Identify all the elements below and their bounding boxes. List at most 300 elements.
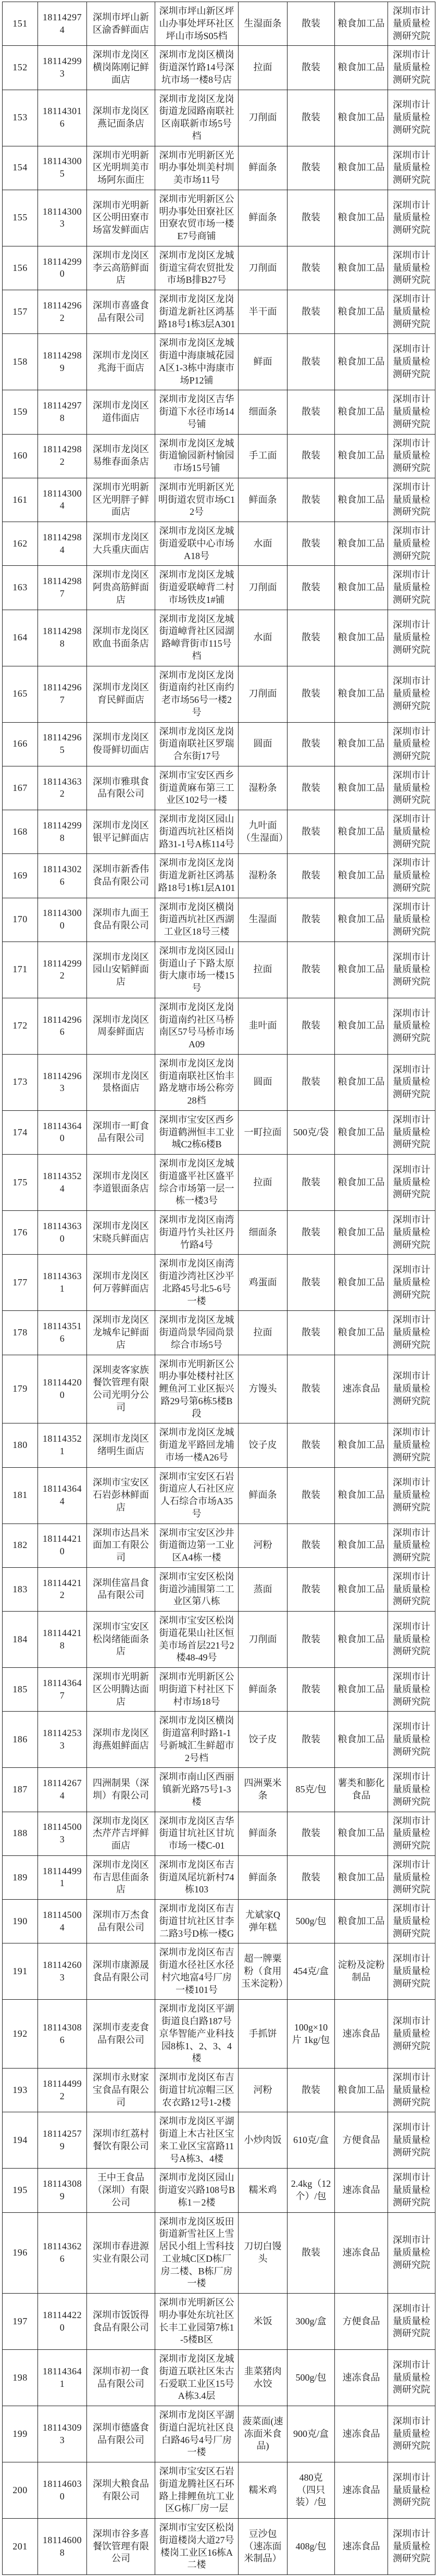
table-row (3, 2406, 435, 2462)
company-name-cell: 深圳市龙岗区龙城牟记鲜面店 (87, 1311, 155, 1355)
testing-agency-cell: 深圳市计量质量检测研究院 (388, 2112, 435, 2169)
package-spec-cell: 散装 (288, 1567, 335, 1611)
row-number-cell: 190 (3, 1900, 38, 1943)
food-category-cell: 粮食加工品 (335, 46, 388, 90)
product-name-cell: 米饭 (239, 2294, 288, 2350)
company-name-cell: 深圳市龙岗区绪明生面店 (87, 1423, 155, 1467)
sample-id-cell: 181142962 (38, 290, 87, 334)
sample-id-cell: 181142988 (38, 610, 87, 666)
product-name-cell: 鲜面条 (239, 1812, 288, 1855)
product-name-cell: 蒸面 (239, 1567, 288, 1611)
company-name-cell: 深圳市龙岗区大兵重庆面店 (87, 522, 155, 566)
company-address-cell: 深圳市宝安区沙井街道衙边第一工业区A4栋一楼 (155, 1524, 239, 1567)
row-number-cell: 165 (3, 666, 38, 722)
testing-agency-cell: 深圳市计量质量检测研究院 (388, 1668, 435, 1712)
product-name-cell: 湿粉条 (239, 854, 288, 898)
product-name-cell: 豆沙包（速冻面米制品） (239, 2519, 288, 2575)
row-number-cell: 153 (3, 90, 38, 146)
food-category-cell: 粮食加工品 (335, 1423, 388, 1467)
row-number-cell: 157 (3, 290, 38, 334)
company-name-cell: 深圳市万杰食品有限公司 (87, 1900, 155, 1943)
table-row (3, 1110, 435, 1154)
company-name-cell: 深圳麦客家族餐饮管理有限公司光明分公司 (87, 1355, 155, 1423)
table-row (3, 666, 435, 722)
package-spec-cell: 100g×10片 1kg/包 (288, 2000, 335, 2069)
food-category-cell: 粮食加工品 (335, 2069, 388, 2112)
testing-agency-cell: 深圳市计量质量检测研究院 (388, 1311, 435, 1355)
testing-agency-cell: 深圳市计量质量检测研究院 (388, 1467, 435, 1524)
table-row (3, 190, 435, 246)
company-name-cell: 深圳市龙岗区周泰鲜面店 (87, 998, 155, 1054)
company-name-cell: 深圳市龙岗区李道银面条店 (87, 1155, 155, 1211)
table-row (3, 1311, 435, 1355)
food-category-cell: 速冻食品 (335, 2462, 388, 2519)
testing-agency-cell: 深圳市计量质量检测研究院 (388, 2406, 435, 2462)
table-row (3, 766, 435, 810)
testing-agency-cell: 深圳市计量质量检测研究院 (388, 290, 435, 334)
company-name-cell: 深圳市一町食品有限公司 (87, 1110, 155, 1154)
testing-agency-cell: 深圳市计量质量检测研究院 (388, 998, 435, 1054)
company-name-cell: 深圳市龙岗区宋晓兵鲜面店 (87, 1211, 155, 1255)
food-category-cell: 淀粉及淀粉制品 (335, 1943, 388, 2000)
sample-id-cell: 181142579 (38, 2112, 87, 2169)
table-row (3, 2462, 435, 2519)
table-row (3, 1943, 435, 2000)
package-spec-cell: 散装 (288, 2212, 335, 2294)
testing-agency-cell: 深圳市计量质量检测研究院 (388, 2350, 435, 2406)
product-name-cell: 细面条 (239, 1211, 288, 1255)
company-name-cell: 深圳市初一食品有限公司 (87, 2350, 155, 2406)
table-row (3, 854, 435, 898)
company-address-cell: 深圳市龙岗区布吉街道甘坑凉帽三区农衣路12号1-2楼 (155, 2069, 239, 2112)
product-name-cell: 韭叶面 (239, 998, 288, 1054)
sample-id-cell: 181142966 (38, 998, 87, 1054)
package-spec-cell: 散装 (288, 146, 335, 190)
product-name-cell: 糯米鸡 (239, 2462, 288, 2519)
company-address-cell: 深圳市龙岗区龙城街道盛平社区盛平综合市场第一层一栋一楼3号 (155, 1155, 239, 1211)
testing-agency-cell: 深圳市计量质量检测研究院 (388, 246, 435, 290)
company-address-cell: 深圳市龙岗区横岗街道西坑社区西湖工业区18号三楼 (155, 898, 239, 942)
sample-id-cell: 181143016 (38, 90, 87, 146)
package-spec-cell: 散装 (288, 478, 335, 522)
row-number-cell: 199 (3, 2406, 38, 2462)
sample-id-cell: 181143640 (38, 1110, 87, 1154)
sample-id-cell: 181143644 (38, 1467, 87, 1524)
product-name-cell: 拉面 (239, 942, 288, 998)
table-row (3, 1668, 435, 1712)
table-row (3, 478, 435, 522)
company-name-cell: 深圳市龙岗区景格面店 (87, 1054, 155, 1110)
food-category-cell: 粮食加工品 (335, 1668, 388, 1712)
table-row (3, 998, 435, 1054)
table-row (3, 810, 435, 854)
sample-id-cell: 181144991 (38, 1855, 87, 1899)
table-row (3, 2, 435, 46)
product-name-cell: 手抓饼 (239, 2000, 288, 2069)
company-address-cell: 深圳市坪山新区坪山办事处坪环社区坪山市场S05档 (155, 2, 239, 46)
row-number-cell: 175 (3, 1155, 38, 1211)
row-number-cell: 178 (3, 1311, 38, 1355)
company-address-cell: 深圳市龙岗区龙城街道爱联嶂背二村市场铁皮1#铺 (155, 566, 239, 610)
sample-id-cell: 181142993 (38, 46, 87, 90)
company-address-cell: 深圳市光明新区光明街道农贸市场C12号 (155, 478, 239, 522)
package-spec-cell: 散装 (288, 1712, 335, 1768)
table-row (3, 942, 435, 998)
company-name-cell: 深圳佳富昌食品有限公司 (87, 1567, 155, 1611)
package-spec-cell: 散装 (288, 522, 335, 566)
package-spec-cell: 408g/包 (288, 2519, 335, 2575)
company-address-cell: 深圳市宝安区西乡街道黄麻布第三工业区102号一楼 (155, 766, 239, 810)
product-name-cell: 饺子皮 (239, 1423, 288, 1467)
package-spec-cell: 散装 (288, 1255, 335, 1311)
product-name-cell: 鲜面条 (239, 1855, 288, 1899)
product-name-cell: 九叶面（生湿面） (239, 810, 288, 854)
table-row (3, 2294, 435, 2350)
product-name-cell: 四洲粟米条 (239, 1768, 288, 1812)
sample-id-cell: 181143630 (38, 1211, 87, 1255)
sample-id-cell: 181143521 (38, 1423, 87, 1467)
package-spec-cell: 散装 (288, 1423, 335, 1467)
company-name-cell: 深圳市龙岗区阿贵高筋鲜面店 (87, 566, 155, 610)
company-address-cell: 深圳市南山区西丽镇新光路75号1-3楼 (155, 1768, 239, 1812)
sample-id-cell: 181144200 (38, 1355, 87, 1423)
food-category-cell: 速冻食品 (335, 2000, 388, 2069)
company-address-cell: 深圳市光明新区公明办事处楼村社区鲤鱼河工业区振兴路29号第6栋5楼B段 (155, 1355, 239, 1423)
product-name-cell: 拉面 (239, 1155, 288, 1211)
row-number-cell: 201 (3, 2519, 38, 2575)
table-row (3, 334, 435, 390)
package-spec-cell: 散装 (288, 566, 335, 610)
food-category-cell: 速冻食品 (335, 2212, 388, 2294)
package-spec-cell: 454克/盒 (288, 1943, 335, 2000)
table-row (3, 2212, 435, 2294)
package-spec-cell: 散装 (288, 1812, 335, 1855)
company-name-cell: 深圳市龙岗区李云高筋鲜面店 (87, 246, 155, 290)
testing-agency-cell: 深圳市计量质量检测研究院 (388, 810, 435, 854)
product-name-cell: 尤斌家Q弹年糕 (239, 1900, 288, 1943)
table-row (3, 1155, 435, 1211)
sample-id-cell: 181145004 (38, 1900, 87, 1943)
sample-id-cell: 181143093 (38, 2406, 87, 2462)
product-name-cell: 圆面 (239, 1054, 288, 1110)
package-spec-cell: 散装 (288, 1211, 335, 1255)
company-address-cell: 深圳市龙岗区龙岗街道龙园路南联社区南联新市场5号档 (155, 90, 239, 146)
company-name-cell: 深圳市龙岗区海燕姐鲜面店 (87, 1712, 155, 1768)
product-name-cell: 手工面 (239, 434, 288, 478)
company-name-cell: 深圳市春进源实业有限公司 (87, 2212, 155, 2294)
company-address-cell: 深圳市龙岗区南湾街道沙湾社区沙平北路45号北5-6号一楼 (155, 1255, 239, 1311)
product-name-cell: 刀削面 (239, 566, 288, 610)
row-number-cell: 185 (3, 1668, 38, 1712)
package-spec-cell: 散装 (288, 854, 335, 898)
testing-agency-cell: 深圳市计量质量检测研究院 (388, 942, 435, 998)
product-name-cell: 方馒头 (239, 1355, 288, 1423)
company-address-cell: 深圳市光明新区公明办事处田寮社区田寮农贸市场一楼E7号商铺 (155, 190, 239, 246)
package-spec-cell: 散装 (288, 2069, 335, 2112)
company-name-cell: 深圳市龙岗区银平记鲜面店 (87, 810, 155, 854)
company-name-cell: 深圳市龙岗区园山安韬鲜面店 (87, 942, 155, 998)
food-category-cell: 速冻食品 (335, 1355, 388, 1423)
table-row (3, 290, 435, 334)
company-name-cell: 深圳市光明新区公明腾达面店 (87, 1668, 155, 1712)
sample-id-cell: 181144212 (38, 1567, 87, 1611)
table-row (3, 1255, 435, 1311)
sample-id-cell: 181143631 (38, 1255, 87, 1311)
company-name-cell: 深圳市龙岗区布吉思佳面条店 (87, 1855, 155, 1899)
testing-agency-cell: 深圳市计量质量检测研究院 (388, 2212, 435, 2294)
company-name-cell: 深圳市光明新区公明田寮市场富发鲜面店 (87, 190, 155, 246)
product-name-cell: 河粉 (239, 1524, 288, 1567)
row-number-cell: 167 (3, 766, 38, 810)
sample-id-cell: 181144992 (38, 2069, 87, 2112)
testing-agency-cell: 深圳市计量质量检测研究院 (388, 390, 435, 434)
sample-id-cell: 181143647 (38, 1668, 87, 1712)
table-row (3, 722, 435, 766)
testing-agency-cell: 深圳市计量质量检测研究院 (388, 1211, 435, 1255)
company-address-cell: 深圳市龙岗区龙岗街道南约社区南约老市场56号一楼2号 (155, 666, 239, 722)
sample-id-cell: 181143005 (38, 146, 87, 190)
company-address-cell: 深圳市龙岗区坂田街道新雪社区上雪居民小组上雪科技工业城C区D栋厂房二楼、B栋厂房一楼 (155, 2212, 239, 2294)
testing-agency-cell: 深圳市计量质量检测研究院 (388, 1855, 435, 1899)
row-number-cell: 189 (3, 1855, 38, 1899)
food-category-cell: 粮食加工品 (335, 854, 388, 898)
product-name-cell: 河粉 (239, 2069, 288, 2112)
company-address-cell: 深圳市龙岗区吉华街道下水径市场14号铺 (155, 390, 239, 434)
food-sampling-table (2, 2, 435, 2575)
row-number-cell: 173 (3, 1054, 38, 1110)
company-name-cell: 深圳市饭饭得食品有限公司 (87, 2294, 155, 2350)
food-category-cell: 粮食加工品 (335, 1812, 388, 1855)
table-row (3, 1812, 435, 1855)
food-category-cell: 粮食加工品 (335, 1855, 388, 1899)
company-name-cell: 深圳市宝安区石岩彭林鲜面店 (87, 1467, 155, 1524)
sample-id-cell: 181142989 (38, 334, 87, 390)
package-spec-cell: 2.4kg（12个）/包 (288, 2169, 335, 2212)
sample-id-cell: 181143524 (38, 1155, 87, 1211)
sample-id-cell: 181143632 (38, 766, 87, 810)
row-number-cell: 156 (3, 246, 38, 290)
food-category-cell: 粮食加工品 (335, 1524, 388, 1567)
table-row (3, 610, 435, 666)
package-spec-cell: 500g/包 (288, 2350, 335, 2406)
food-category-cell: 粮食加工品 (335, 334, 388, 390)
company-name-cell: 深圳市德盛食品有限公司 (87, 2406, 155, 2462)
product-name-cell: 细面条 (239, 390, 288, 434)
package-spec-cell: 500克/袋 (288, 1110, 335, 1154)
package-spec-cell: 散装 (288, 1311, 335, 1355)
company-address-cell: 深圳市龙岗区园山街道安兴路108号B栋1－2楼 (155, 2169, 239, 2212)
package-spec-cell: 散装 (288, 610, 335, 666)
company-name-cell: 深圳市永财家宝食品有限公司 (87, 2069, 155, 2112)
food-category-cell: 粮食加工品 (335, 1467, 388, 1524)
table-row (3, 1524, 435, 1567)
sample-id-cell: 181142987 (38, 566, 87, 610)
company-name-cell: 深圳市麦麦食品有限公司 (87, 2000, 155, 2069)
package-spec-cell: 散装 (288, 722, 335, 766)
table-row (3, 2000, 435, 2069)
testing-agency-cell: 深圳市计量质量检测研究院 (388, 898, 435, 942)
company-address-cell: 深圳市光明新区公明办事处东坑社区长丰工业园第7栋1-5楼B区 (155, 2294, 239, 2350)
company-name-cell: 深圳市龙岗区道伟面店 (87, 390, 155, 434)
package-spec-cell: 散装 (288, 2, 335, 46)
table-row (3, 1855, 435, 1899)
company-name-cell: 深圳市龙岗区欧血书面条店 (87, 610, 155, 666)
table-row (3, 2519, 435, 2575)
company-name-cell: 深圳市龙岗区横岗陈刚记鲜面店 (87, 46, 155, 90)
sample-id-cell: 181142674 (38, 1768, 87, 1812)
food-category-cell: 粮食加工品 (335, 434, 388, 478)
food-category-cell: 粮食加工品 (335, 1612, 388, 1668)
company-address-cell: 深圳市龙岗区龙岗街道南约社区马桥南区57号马桥市场A09 (155, 998, 239, 1054)
row-number-cell: 182 (3, 1524, 38, 1567)
product-name-cell: 超一牌粟粉（食用玉米淀粉） (239, 1943, 288, 2000)
package-spec-cell: 900克/盒 (288, 2406, 335, 2462)
package-spec-cell: 散装 (288, 898, 335, 942)
product-name-cell: 刀削面 (239, 90, 288, 146)
testing-agency-cell: 深圳市计量质量检测研究院 (388, 1612, 435, 1668)
sample-id-cell: 181143026 (38, 854, 87, 898)
company-address-cell: 深圳市龙岗区龙岗街道南联社区罗瑞合东街17号 (155, 722, 239, 766)
sample-id-cell: 181142967 (38, 666, 87, 722)
company-address-cell: 深圳市龙岗区布吉街道凤尾坑新村74栋103 (155, 1855, 239, 1899)
row-number-cell: 159 (3, 390, 38, 434)
row-number-cell: 200 (3, 2462, 38, 2519)
testing-agency-cell: 深圳市计量质量检测研究院 (388, 1054, 435, 1110)
company-name-cell: 深圳市九面王食品有限公司 (87, 898, 155, 942)
food-category-cell: 粮食加工品 (335, 478, 388, 522)
testing-agency-cell: 深圳市计量质量检测研究院 (388, 766, 435, 810)
company-name-cell: 深圳市喜盛食品有限公司 (87, 290, 155, 334)
testing-agency-cell: 深圳市计量质量检测研究院 (388, 90, 435, 146)
row-number-cell: 171 (3, 942, 38, 998)
table-row (3, 1054, 435, 1110)
sample-id-cell: 181142974 (38, 2, 87, 46)
row-number-cell: 174 (3, 1110, 38, 1154)
product-name-cell: 生湿面 (239, 898, 288, 942)
product-name-cell: 水面 (239, 610, 288, 666)
food-category-cell: 粮食加工品 (335, 1255, 388, 1311)
package-spec-cell: 散装 (288, 46, 335, 90)
sample-id-cell: 181142982 (38, 434, 87, 478)
company-name-cell: 深圳市龙岗区杰芹芹吉坪鲜面店 (87, 1812, 155, 1855)
row-number-cell: 166 (3, 722, 38, 766)
company-name-cell: 深圳市红荔村餐饮有限公司 (87, 2112, 155, 2169)
package-spec-cell: 散装 (288, 390, 335, 434)
package-spec-cell: 散装 (288, 434, 335, 478)
testing-agency-cell: 深圳市计量质量检测研究院 (388, 2000, 435, 2069)
sample-id-cell: 181142998 (38, 810, 87, 854)
product-name-cell: 菠菜面(速冻面米食品) (239, 2406, 288, 2462)
company-name-cell: 四洲制果（深圳）有限公司 (87, 1768, 155, 1812)
sample-id-cell: 181143004 (38, 478, 87, 522)
package-spec-cell: 散装 (288, 1855, 335, 1899)
sample-id-cell: 181146008 (38, 2519, 87, 2575)
testing-agency-cell: 深圳市计量质量检测研究院 (388, 1423, 435, 1467)
package-spec-cell: 散装 (288, 190, 335, 246)
food-category-cell: 粮食加工品 (335, 90, 388, 146)
product-name-cell: 湿粉条 (239, 766, 288, 810)
company-address-cell: 深圳市龙岗区龙城街道龙平路回龙埔市场一楼A26号 (155, 1423, 239, 1467)
sample-id-cell: 181142603 (38, 1943, 87, 2000)
company-name-cell: 深圳市龙岗区易维春面条店 (87, 434, 155, 478)
food-category-cell: 粮食加工品 (335, 1567, 388, 1611)
company-address-cell: 深圳市龙岗区园山街道西坑社区梧岗路31-1号A栋114号 (155, 810, 239, 854)
food-category-cell: 粮食加工品 (335, 1155, 388, 1211)
food-category-cell: 粮食加工品 (335, 722, 388, 766)
food-category-cell: 粮食加工品 (335, 998, 388, 1054)
row-number-cell: 191 (3, 1943, 38, 2000)
food-category-cell: 粮食加工品 (335, 810, 388, 854)
company-address-cell: 深圳市宝安区松岗街道沙浦围第二工业区第八栋 (155, 1567, 239, 1611)
testing-agency-cell: 深圳市计量质量检测研究院 (388, 2169, 435, 2212)
company-address-cell: 深圳市龙岗区龙城街道嶂背社区园湖路嶂背街市115号档 (155, 610, 239, 666)
product-name-cell: 鲜面条 (239, 478, 288, 522)
company-name-cell: 深圳市光明新区光明圳美市场阿东面庄 (87, 146, 155, 190)
testing-agency-cell: 深圳市计量质量检测研究院 (388, 2462, 435, 2519)
row-number-cell: 193 (3, 2069, 38, 2112)
row-number-cell: 152 (3, 46, 38, 90)
table-row (3, 2169, 435, 2212)
row-number-cell: 168 (3, 810, 38, 854)
row-number-cell: 163 (3, 566, 38, 610)
package-spec-cell: 散装 (288, 998, 335, 1054)
sample-id-cell: 181142978 (38, 390, 87, 434)
company-name-cell: 深圳市龙岗区燕记面条店 (87, 90, 155, 146)
sample-id-cell: 181142990 (38, 246, 87, 290)
row-number-cell: 158 (3, 334, 38, 390)
package-spec-cell: 散装 (288, 666, 335, 722)
table-row (3, 1612, 435, 1668)
food-category-cell: 方便食品 (335, 2294, 388, 2350)
package-spec-cell: 散装 (288, 1524, 335, 1567)
company-address-cell: 深圳市龙岗区平湖街道白泥坑社区良白路46号4号厂房一楼 (155, 2406, 239, 2462)
food-category-cell: 粮食加工品 (335, 1054, 388, 1110)
company-name-cell: 深圳市达昌米面加工有限公司 (87, 1524, 155, 1567)
sample-id-cell: 181142984 (38, 522, 87, 566)
product-name-cell: 刀削面 (239, 1612, 288, 1668)
testing-agency-cell: 深圳市计量质量检测研究院 (388, 2069, 435, 2112)
product-name-cell: 鲜面条 (239, 146, 288, 190)
testing-agency-cell: 深圳市计量质量检测研究院 (388, 1812, 435, 1855)
package-spec-cell: 散装 (288, 334, 335, 390)
food-category-cell: 粮食加工品 (335, 1712, 388, 1768)
product-name-cell: 鲜面条 (239, 1467, 288, 1524)
row-number-cell: 164 (3, 610, 38, 666)
row-number-cell: 170 (3, 898, 38, 942)
product-name-cell: 鲜面条 (239, 190, 288, 246)
package-spec-cell: 散装 (288, 246, 335, 290)
food-category-cell: 粮食加工品 (335, 1900, 388, 1943)
food-category-cell: 粮食加工品 (335, 1211, 388, 1255)
row-number-cell: 180 (3, 1423, 38, 1467)
food-category-cell: 粮食加工品 (335, 146, 388, 190)
company-address-cell: 深圳市龙岗区园山街道山子下路太原街大康市场一楼15号 (155, 942, 239, 998)
product-name-cell: 圆面 (239, 722, 288, 766)
testing-agency-cell: 深圳市计量质量检测研究院 (388, 1155, 435, 1211)
food-category-cell: 粮食加工品 (335, 766, 388, 810)
testing-agency-cell: 深圳市计量质量检测研究院 (388, 1900, 435, 1943)
row-number-cell: 161 (3, 478, 38, 522)
product-name-cell: 拉面 (239, 46, 288, 90)
company-address-cell: 深圳市龙岗区布吉街道甘坑社区甘李二路3号D栋一楼G (155, 1900, 239, 1943)
sample-id-cell: 181142963 (38, 1054, 87, 1110)
row-number-cell: 198 (3, 2350, 38, 2406)
table-row (3, 566, 435, 610)
sample-id-cell: 181143086 (38, 2000, 87, 2069)
row-number-cell: 179 (3, 1355, 38, 1423)
company-name-cell: 深圳市坪山新区渝香鲜面店 (87, 2, 155, 46)
row-number-cell: 184 (3, 1612, 38, 1668)
